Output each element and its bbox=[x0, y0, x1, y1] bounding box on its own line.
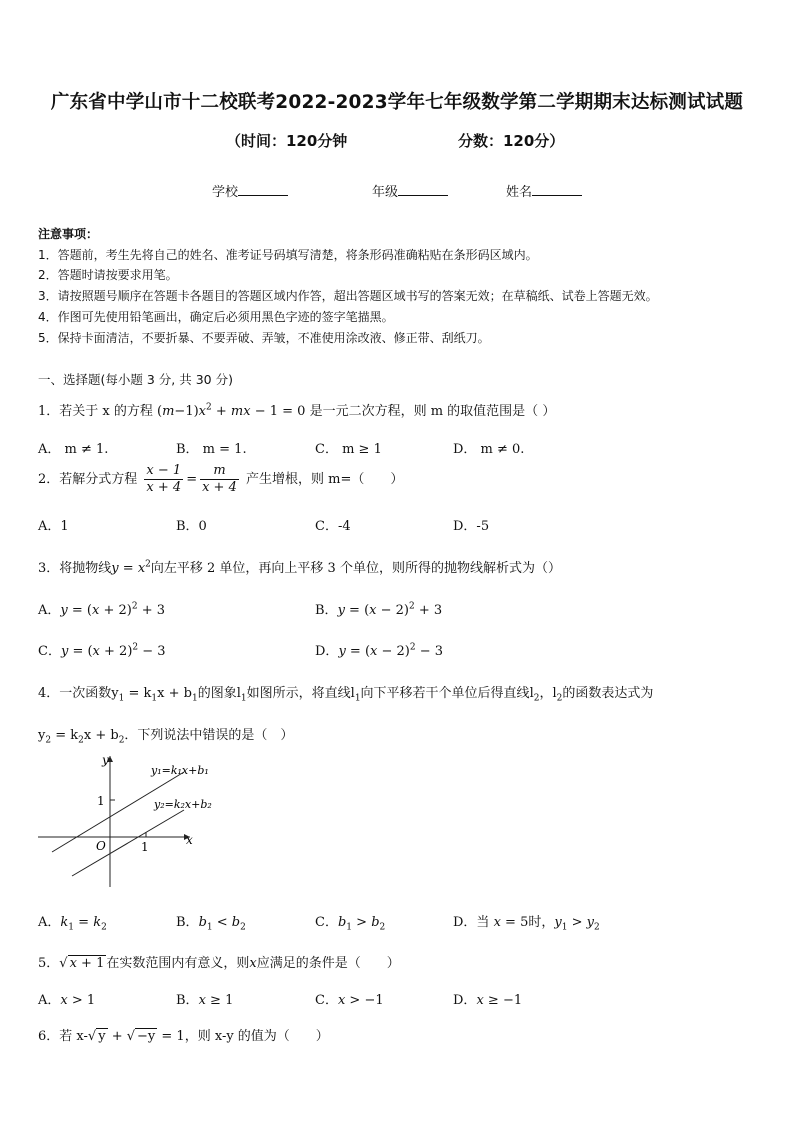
line-l2 bbox=[72, 810, 184, 876]
exam-title: 广东省中学山市十二校联考2022-2023学年七年级数学第二学期期末达标测试试题 bbox=[50, 92, 744, 113]
q3-option-c[interactable]: C．$y = (x + 2)^2 - 3$ bbox=[38, 642, 166, 659]
question-1 bbox=[38, 400, 555, 419]
line-l1-label: y₁=k₁x+b₁ bbox=[151, 764, 209, 777]
line-l1 bbox=[52, 772, 184, 852]
notice-item: 3．请按照题号顺序在答题卡各题目的答题区域内作答，超出答题区域书写的答案无效；在草稿纸、试卷上答题无效。 bbox=[38, 289, 658, 303]
q4-option-d[interactable]: D．当 x = 5时，$y_1 > y_2$ bbox=[453, 915, 600, 933]
school-field bbox=[212, 181, 288, 200]
tick-y-label: 1 bbox=[97, 794, 105, 808]
notice-item: 2．答题时请按要求用笔。 bbox=[38, 268, 178, 282]
y-axis-label: y bbox=[102, 753, 109, 767]
q2-stem: 2．若解分式方程 bbox=[38, 472, 138, 487]
notice-item: 5．保持卡面清洁，不要折暴、不要弄破、弄皱，不准使用涂改液、修正带、刮纸刀。 bbox=[38, 331, 490, 345]
q3-stem: 3．将抛物线 bbox=[38, 561, 112, 576]
q1-option-d[interactable]: D． m ≠ 0. bbox=[453, 442, 525, 457]
name-blank[interactable] bbox=[532, 183, 582, 196]
tick-x-label: 1 bbox=[141, 840, 149, 854]
question-2 bbox=[38, 463, 403, 496]
notice-item: 1．答题前，考生先将自己的姓名、准考证号码填写清楚，将条形码准确粘贴在条形码区域内。 bbox=[38, 248, 538, 262]
grade-label: 年级 bbox=[372, 185, 399, 200]
q2-option-b[interactable]: B．0 bbox=[176, 519, 207, 534]
school-blank[interactable] bbox=[238, 183, 288, 196]
grade-field bbox=[372, 181, 448, 200]
q2-ask: 产生增根，则 m=（ ） bbox=[246, 472, 404, 487]
question-3 bbox=[38, 557, 561, 576]
q5-sqrt: √ x + 1 bbox=[59, 956, 105, 971]
q1-ask: 是一元二次方程，则 m 的取值范围是（ ） bbox=[309, 404, 556, 419]
q1-option-c[interactable]: C． m ≥ 1 bbox=[315, 442, 382, 457]
q1-stem: 1．若关于 x 的方程 bbox=[38, 404, 153, 419]
origin-label: O bbox=[96, 839, 106, 853]
q5-option-a[interactable]: A．x > 1 bbox=[38, 993, 96, 1008]
q3-parabola: $y = x^2$ bbox=[111, 559, 151, 576]
notice-item: 4．作图可先使用铅笔画出，确定后必须用黑色字迹的签字笔描黑。 bbox=[38, 310, 394, 324]
q4-graph bbox=[34, 752, 234, 894]
q3-option-b[interactable]: B．$y = (x - 2)^2 + 3$ bbox=[315, 601, 443, 618]
question-5: 5．√ x + 1 在实数范围内有意义，则x应满足的条件是（ ） bbox=[38, 956, 400, 971]
q4-option-a[interactable]: A．$k_1 = k_2$ bbox=[38, 915, 107, 933]
line-l2-label: y₂=k₂x+b₂ bbox=[154, 798, 212, 811]
notice-heading: 注意事项： bbox=[38, 227, 99, 241]
question-4-line2: $y_2 = k_2x + b_2$．下列说法中错误的是（ ） bbox=[38, 728, 294, 746]
q5-option-c[interactable]: C．x > −1 bbox=[315, 993, 384, 1008]
q2-option-c[interactable]: C．-4 bbox=[315, 519, 351, 534]
q5-option-b[interactable]: B．x ≥ 1 bbox=[176, 993, 234, 1008]
q1-option-b[interactable]: B． m = 1. bbox=[176, 442, 247, 457]
x-axis-label: x bbox=[186, 833, 193, 847]
q3-option-a[interactable]: A．$y = (x + 2)^2 + 3$ bbox=[38, 601, 165, 618]
q1-equation: $(m-1)x^2$ + mx − 1 = 0 bbox=[157, 402, 306, 419]
q3-ask: 向左平移 2 单位，再向上平移 3 个单位，则所得的抛物线解析式为（） bbox=[150, 561, 561, 576]
q6-expression: √ y + √ −y = 1 bbox=[87, 1029, 185, 1044]
exam-score: 分数：120分） bbox=[458, 132, 565, 150]
q2-equation: $\frac{x - 1}{x + 4}$ = $\frac{m}{x + 4}$ bbox=[146, 463, 237, 495]
school-label: 学校 bbox=[212, 185, 239, 200]
question-6: 6．若 x-√ y + √ −y = 1，则 x-y 的值为（ ） bbox=[38, 1029, 329, 1044]
grade-blank[interactable] bbox=[398, 183, 448, 196]
exam-time: （时间：120分钟 bbox=[226, 132, 348, 150]
q1-option-a[interactable]: A． m ≠ 1. bbox=[38, 442, 109, 457]
name-label: 姓名 bbox=[506, 185, 533, 200]
name-field bbox=[506, 181, 582, 200]
q2-option-d[interactable]: D．-5 bbox=[453, 519, 490, 534]
question-4: 4．一次函数$y_1 = k_1x + b_1$的图象$l_1$如图所示，将直线$l_1$向下平移若干个单位后得直线$l_2$，$l_2$的函数表达式为 bbox=[38, 686, 654, 704]
q4-option-b[interactable]: B．$b_1 < b_2$ bbox=[176, 915, 246, 933]
q3-option-d[interactable]: D．$y = (x - 2)^2 - 3$ bbox=[315, 642, 444, 659]
section-title: 一、选择题(每小题 3 分, 共 30 分) bbox=[38, 372, 233, 387]
q2-option-a[interactable]: A．1 bbox=[38, 519, 69, 534]
q4-option-c[interactable]: C．$b_1 > b_2$ bbox=[315, 915, 386, 933]
q5-option-d[interactable]: D．x ≥ −1 bbox=[453, 993, 523, 1008]
